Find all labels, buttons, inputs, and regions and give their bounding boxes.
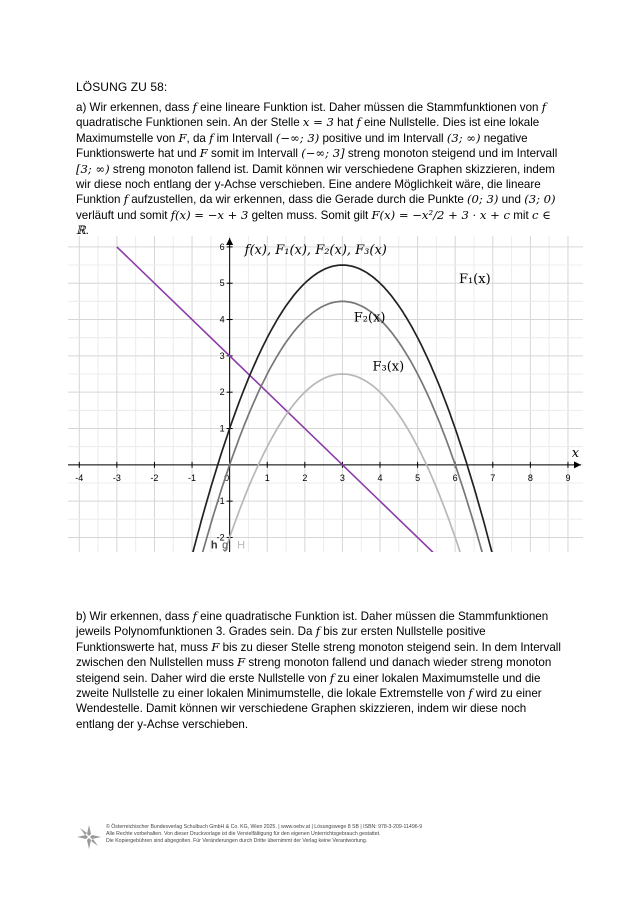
curve-handle-label: h bbox=[210, 539, 218, 552]
math-expression: f bbox=[123, 192, 128, 207]
x-tick-label: -1 bbox=[188, 472, 197, 483]
x-tick-label: -4 bbox=[75, 472, 84, 483]
math-expression: f bbox=[192, 609, 197, 623]
x-tick-label: 4 bbox=[377, 472, 383, 483]
text-run: streng monoton fallend und danach wieder streng monoton steigend sein. Daher wird die erste Nullstelle von bbox=[76, 656, 552, 685]
y-tick-label: 6 bbox=[219, 241, 225, 252]
math-expression: F bbox=[199, 146, 208, 161]
math-expression: f bbox=[209, 130, 214, 145]
part-a-text bbox=[76, 100, 566, 239]
text-run: positive und im Intervall bbox=[319, 131, 447, 145]
math-expression: f(x) = −x + 3 bbox=[170, 207, 249, 222]
y-tick-label: 3 bbox=[219, 350, 225, 361]
x-tick-label: 0 bbox=[224, 472, 230, 483]
text-run: a) Wir erkennen, dass bbox=[76, 101, 193, 114]
x-tick-label: 1 bbox=[264, 472, 270, 483]
y-tick-label: 1 bbox=[219, 423, 225, 434]
part-b-text bbox=[76, 609, 566, 732]
chart-title: f(x), F₁(x), F₂(x), F₃(x) bbox=[244, 243, 387, 259]
series-label-F3: F₃(x) bbox=[372, 359, 405, 375]
math-expression: F(x) = −x²/2 + 3 · x + c bbox=[371, 207, 511, 222]
text-run: streng monoton fallend ist. Damit können wir verschiedene Graphen skizzieren, indem wir diese noch entlang der y-Achse verschieben. Eine andere Möglichkeit wäre, die lineare Funktion bbox=[76, 162, 555, 207]
footer-line-2: Alle Rechte vorbehalten. Von dieser Druckvorlage ist die Vervielfältigung für den eigenen Unterrichtsgebrauch gestattet. bbox=[106, 831, 381, 837]
math-expression: (3; 0) bbox=[524, 192, 556, 207]
math-expression: [3; ∞) bbox=[76, 161, 110, 176]
x-tick-label: 7 bbox=[490, 472, 496, 483]
y-tick-label: -2 bbox=[216, 532, 225, 543]
text-run: gelten muss. Somit gilt bbox=[248, 208, 372, 222]
math-expression: (3; ∞) bbox=[446, 130, 481, 145]
y-axis-arrow-icon bbox=[226, 238, 233, 245]
text-run: eine lineare Funktion ist. Daher müssen die Stammfunktionen von bbox=[196, 101, 542, 114]
text-run: b) Wir erkennen, dass bbox=[76, 610, 193, 623]
math-expression: F bbox=[178, 130, 187, 145]
x-tick-label: 3 bbox=[339, 472, 345, 483]
math-expression: (−∞; 3] bbox=[301, 146, 345, 161]
math-expression: f bbox=[356, 115, 361, 130]
footer-line-1: © Österreichischer Bundesverlag Schulbuch GmbH & Co. KG, Wien 2025. | www.oebv.at | Lösungswege 8 SB | ISBN: 978-3-209-11496-9 bbox=[106, 824, 423, 830]
curve-handle-label: g bbox=[222, 539, 229, 552]
math-expression: f bbox=[468, 686, 473, 701]
series-label-F2: F₂(x) bbox=[353, 310, 386, 326]
curve-handle-label: H bbox=[237, 539, 246, 552]
math-expression: f bbox=[192, 100, 197, 114]
x-tick-label: 6 bbox=[452, 472, 458, 483]
text-run: zu einer lokalen Maximumstelle und die zweite Nullstelle zu einer lokalen Minimumstelle, die lokale Extremstelle von bbox=[76, 671, 541, 701]
footer-line-3: Die Kopiergebühren sind abgegolten. Für Veränderungen durch Dritte übernimmt der Verlag keine Verantwortung. bbox=[106, 838, 368, 844]
text-run: bis zu dieser Stelle streng monoton steigend sein. In dem Intervall zwischen den Nullstellen muss bbox=[76, 640, 561, 670]
x-tick-label: 8 bbox=[527, 472, 533, 483]
math-expression: f bbox=[329, 670, 335, 685]
x-tick-label: 9 bbox=[565, 472, 571, 483]
text-run: mit bbox=[510, 208, 532, 222]
text-run: eine quadratische Funktion ist. Daher müssen die Stammfunktionen jeweils Polynomfunktionen 3. Grades sein. Da bbox=[76, 610, 549, 639]
text-run: . bbox=[85, 224, 89, 238]
y-tick-label: 2 bbox=[219, 387, 225, 398]
text-run: aufzustellen, da wir erkennen, dass die Gerade durch die Punkte bbox=[128, 193, 467, 207]
x-tick-label: -2 bbox=[150, 472, 159, 483]
x-axis-label: x bbox=[571, 445, 580, 461]
x-tick-label: 5 bbox=[415, 472, 421, 483]
text-run: und bbox=[498, 193, 525, 207]
text-run: wird zu einer Wendestelle. Damit können wir verschiedene Graphen skizzieren, indem wir diese noch entlang der y-Achse verschieben. bbox=[76, 687, 542, 731]
x-tick-label: -3 bbox=[112, 472, 121, 483]
text-run: hat bbox=[333, 116, 357, 130]
math-expression: (−∞; 3) bbox=[275, 130, 320, 145]
series-label-F1: F₁(x) bbox=[458, 272, 491, 288]
publisher-logo-icon bbox=[76, 824, 102, 850]
math-expression: f bbox=[541, 100, 547, 114]
text-run: quadratische Funktionen sein. An der Stelle bbox=[76, 116, 303, 130]
text-run: bis zur ersten Nullstelle positive Funktionswerte hat, muss bbox=[76, 625, 486, 654]
math-expression: F bbox=[237, 655, 246, 670]
math-expression: c ∈ ℝ bbox=[76, 207, 551, 238]
text-run: negative Funktionswerte hat und bbox=[76, 131, 528, 161]
x-tick-label: 2 bbox=[302, 472, 308, 483]
text-run: streng monoton steigend und im Intervall bbox=[344, 147, 558, 161]
math-expression: f bbox=[315, 624, 321, 639]
text-run: im Intervall bbox=[213, 131, 276, 145]
text-run: verläuft und somit bbox=[76, 208, 171, 222]
math-expression: F bbox=[211, 639, 220, 654]
text-run: , da bbox=[186, 131, 210, 145]
text-run: somit im Intervall bbox=[207, 147, 302, 161]
function-graph bbox=[68, 236, 583, 552]
text-run: eine Nullstelle. Dies ist eine lokale Maximumstelle von bbox=[76, 116, 540, 145]
x-axis-arrow-icon bbox=[574, 461, 581, 468]
math-expression: x = 3 bbox=[302, 115, 334, 130]
y-tick-label: 4 bbox=[219, 314, 225, 325]
y-tick-label: -1 bbox=[216, 496, 225, 507]
math-expression: (0; 3) bbox=[467, 192, 499, 207]
y-tick-label: 5 bbox=[219, 278, 225, 289]
solution-heading: LÖSUNG ZU 58: bbox=[76, 80, 168, 94]
